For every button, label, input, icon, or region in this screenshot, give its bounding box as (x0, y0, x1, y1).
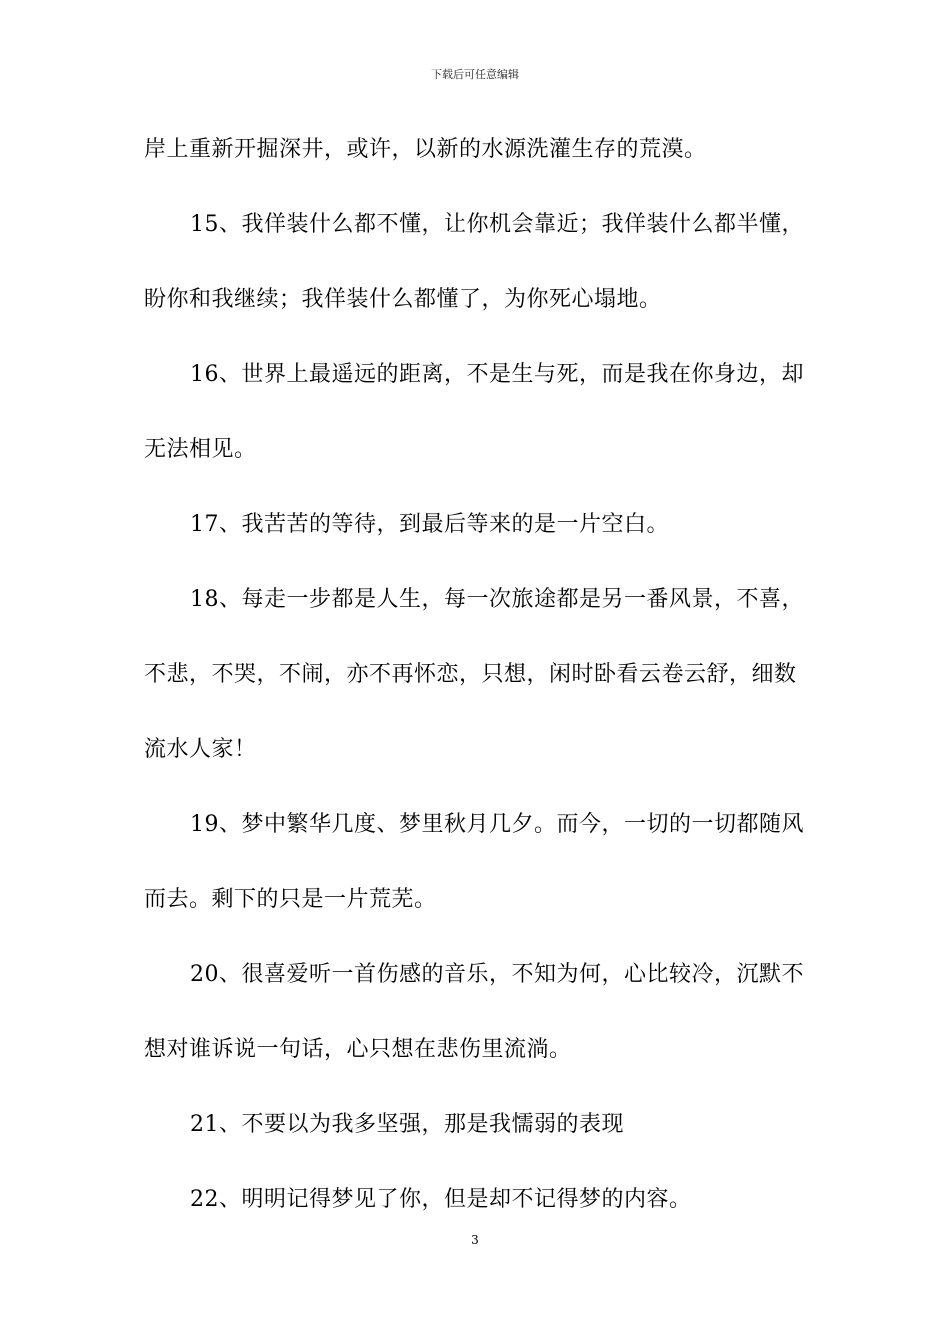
page-header: 下载后可任意编辑 (431, 68, 519, 81)
text-line: 流水人家！ (144, 737, 257, 762)
text-line: 16、世界上最遥远的距离，不是生与死，而是我在你身边，却 (190, 362, 804, 387)
text-line: 18、每走一步都是人生，每一次旅途都是另一番风景，不喜， (190, 587, 804, 612)
text-line: 20、很喜爱听一首伤感的音乐，不知为何，心比较冷，沉默不 (190, 962, 804, 987)
text-line: 22、明明记得梦见了你，但是却不记得梦的内容。 (190, 1187, 692, 1212)
text-line: 无法相见。 (144, 437, 257, 462)
text-line: 21、不要以为我多坚强，那是我懦弱的表现 (190, 1112, 624, 1137)
text-line: 岸上重新开掘深井，或许，以新的水源洗灌生存的荒漠。 (144, 137, 707, 162)
text-line: 15、我佯装什么都不懂，让你机会靠近；我佯装什么都半懂， (190, 212, 804, 237)
text-line: 而去。剩下的只是一片荒芜。 (144, 887, 437, 912)
text-line: 19、梦中繁华几度、梦里秋月几夕。而今，一切的一切都随风 (190, 812, 804, 837)
text-line: 17、我苦苦的等待，到最后等来的是一片空白。 (190, 512, 669, 537)
text-line: 盼你和我继续；我佯装什么都懂了，为你死心塌地。 (144, 287, 662, 312)
text-line: 想对谁诉说一句话，心只想在悲伤里流淌。 (144, 1037, 572, 1062)
text-line: 不悲，不哭，不闹，亦不再怀恋，只想，闲时卧看云卷云舒，细数 (144, 662, 797, 687)
page-number: 3 (471, 1233, 479, 1247)
